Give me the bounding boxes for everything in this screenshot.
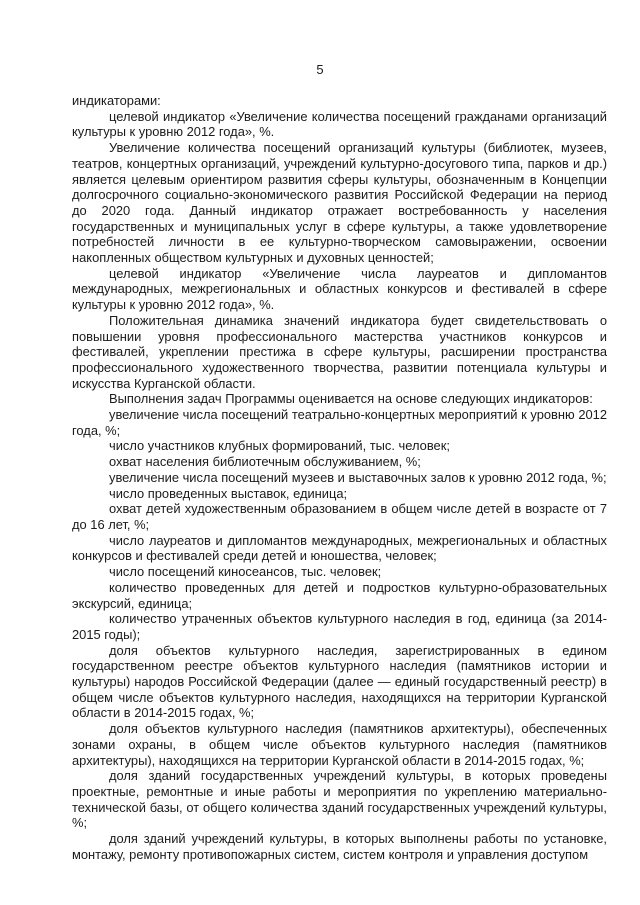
paragraph: число посещений киносеансов, тыс. человек; (109, 564, 382, 580)
paragraph: увеличение числа посещений музеев и выставочных залов к уровню 2012 года, %; (109, 469, 607, 485)
paragraph: целевой индикатор «Увеличение числа лауреатов и дипломантов международных, межрегиональных и областных конкурсов и фестивалей в сфере культуры к уровню 2012 года», %. (72, 265, 607, 313)
paragraph: количество проведенных для детей и подростков культурно-образовательных экскурсий, единица; (72, 579, 607, 611)
paragraph: доля объектов культурного наследия (памятников архитектуры), обеспеченных зонами охраны, в общем числе объектов культурного наследия (памятников архитектуры), находящихся на территории Курганской области в 2014-2015 годах, %; (72, 721, 607, 768)
paragraph: доля зданий государственных учреждений культуры, в которых проведены проектные, ремонтные и иные работы и мероприятия по укреплению материально-технической базы, от общего количества зданий государственных учреждений культуры, %; (72, 768, 607, 831)
paragraph: Положительная динамика значений индикатора будет свидетельствовать о повышении уровня профессионального мастерства участников конкурсов и фестивалей, укреплении престижа в сфере культуры, расширении пространства профессионального художественного творчества, развитии потенциала культуры и искусства Курганской области. (72, 312, 607, 391)
paragraph: Увеличение количества посещений организаций культуры (библиотек, музеев, театров, концертных организаций, учреждений культурно-досугового типа, парков и др.) является целевым ориентиром развития сферы культуры, обозначенным в Концепции долгосрочного социально-экономического развития Российской Федерации на период до 2020 года. Данный индикатор отражает востребованность у населения государственных и муниципальных услуг в сфере культуры, а также удовлетворение потребностей личности в ее культурно-творческом самовыражении, освоении накопленных обществом культурных и духовных ценностей; (72, 140, 607, 266)
paragraph: число лауреатов и дипломантов международных, межрегиональных и областных конкурсов и фестивалей среди детей и юношества, человек; (72, 532, 607, 564)
paragraph: доля зданий учреждений культуры, в которых выполнены работы по установке, монтажу, ремонту противопожарных систем, систем контроля и управления доступом (72, 831, 607, 862)
paragraph: увеличение числа посещений театрально-концертных мероприятий к уровню 2012 года, %; (72, 407, 607, 438)
paragraph: охват детей художественным образованием в общем числе детей в возрасте от 7 до 16 лет, %; (72, 501, 607, 532)
body-text (72, 93, 607, 862)
paragraph: Выполнения задач Программы оценивается на основе следующих индикаторов: (109, 391, 593, 407)
paragraph: индикаторами: (72, 93, 161, 108)
paragraph: число проведенных выставок, единица; (109, 485, 348, 501)
paragraph: целевой индикатор «Увеличение количества посещений гражданами организаций культуры к уровню 2012 года», %. (72, 108, 607, 140)
paragraph: охват населения библиотечным обслуживанием, %; (109, 454, 421, 470)
paragraph: число участников клубных формирований, тыс. человек; (109, 438, 450, 454)
paragraph: количество утраченных объектов культурного наследия в год, единица (за 2014-2015 годы); (72, 611, 607, 642)
page-number: 5 (316, 62, 324, 77)
paragraph: доля объектов культурного наследия, зарегистрированных в едином государственном реестре объектов культурного наследия (памятников истории и культуры) народов Российской Федерации (далее — единый государственный реестр) в общем числе объектов культурного наследия, находящихся на территории Курганской области в 2014-2015 годах, %; (72, 642, 607, 721)
